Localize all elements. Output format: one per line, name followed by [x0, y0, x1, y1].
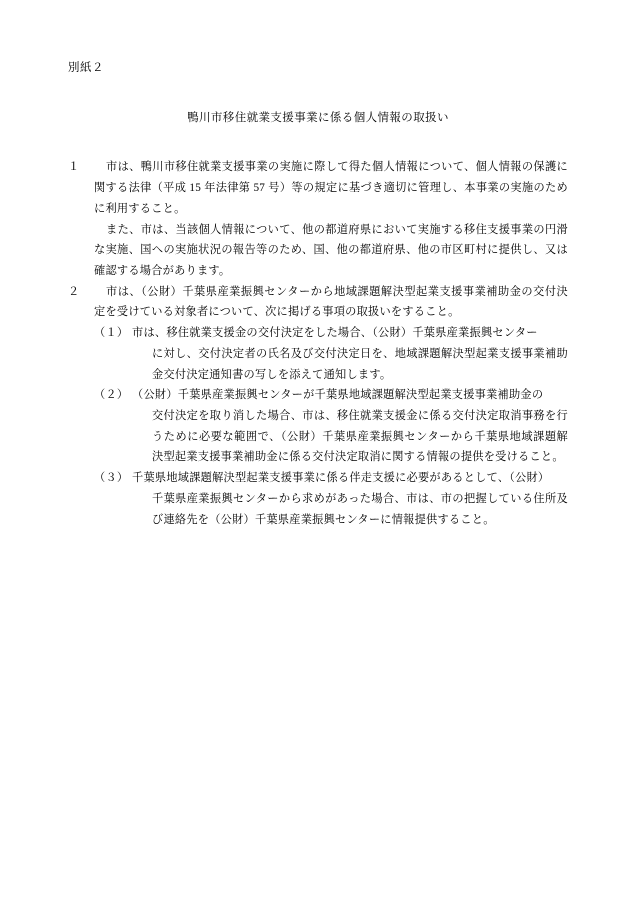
item-marker: ２	[68, 285, 80, 298]
sub-item-marker: （２）	[94, 389, 129, 402]
sub-item-first-line: （公財）千葉県産業振興センターが千葉県地域課題解決型起業支援事業補助金の	[132, 389, 544, 402]
paragraph: 市は、鴨川市移住就業支援事業の実施に際して得た個人情報について、個人情報の保護に関する法律（平成 15 年法律第 57 号）等の規定に基づき適切に管理し、本事業の実施のために利用すること。	[94, 161, 568, 215]
sub-item-first-line: 市は、移住就業支援金の交付決定をした場合、（公財）千葉県産業振興センター	[132, 327, 538, 340]
document-label: 別紙２	[68, 62, 104, 74]
item-marker: １	[68, 161, 80, 174]
sub-item-2	[94, 385, 568, 468]
numbered-item-1	[68, 157, 568, 281]
sub-item-marker: （１）	[94, 327, 129, 340]
sub-item-1	[94, 323, 568, 385]
sub-item-text: 千葉県産業振興センターから求めがあった場合、市は、市の把握している住所及び連絡先を（公財）千葉県産業振興センターに情報提供すること。	[152, 492, 568, 526]
page-title: 鴨川市移住就業支援事業に係る個人情報の取扱い	[187, 112, 449, 125]
sub-item-first-line: 千葉県地域課題解決型起業支援事業に係る伴走支援に必要があるとして、（公財）	[132, 472, 550, 485]
sub-item-marker: （３）	[94, 472, 129, 485]
numbered-item-2	[68, 282, 568, 531]
paragraph: また、市は、当該個人情報について、他の都道府県において実施する移住支援事業の円滑な実施、国への実施状況の報告等のため、国、他の都道府県、他の市区町村に提供し、又は確認する場合があります。	[94, 223, 568, 277]
document-body	[68, 157, 568, 530]
sub-item-3	[94, 468, 568, 530]
paragraph: 市は、（公財）千葉県産業振興センターから地域課題解決型起業支援事業補助金の交付決定を受けている対象者について、次に掲げる事項の取扱いをすること。	[94, 285, 568, 319]
sub-item-text: 交付決定を取り消した場合、市は、移住就業支援金に係る交付決定取消事務を行うために必要な範囲で、（公財）千葉県産業振興センターから千葉県地域課題解決型起業支援事業補助金に係る交付決定取消に関する情報の提供を受けること。	[152, 409, 568, 464]
sub-item-text: に対し、交付決定者の氏名及び交付決定日を、地域課題解決型起業支援事業補助金交付決定通知書の写しを添えて通知します。	[152, 347, 568, 381]
